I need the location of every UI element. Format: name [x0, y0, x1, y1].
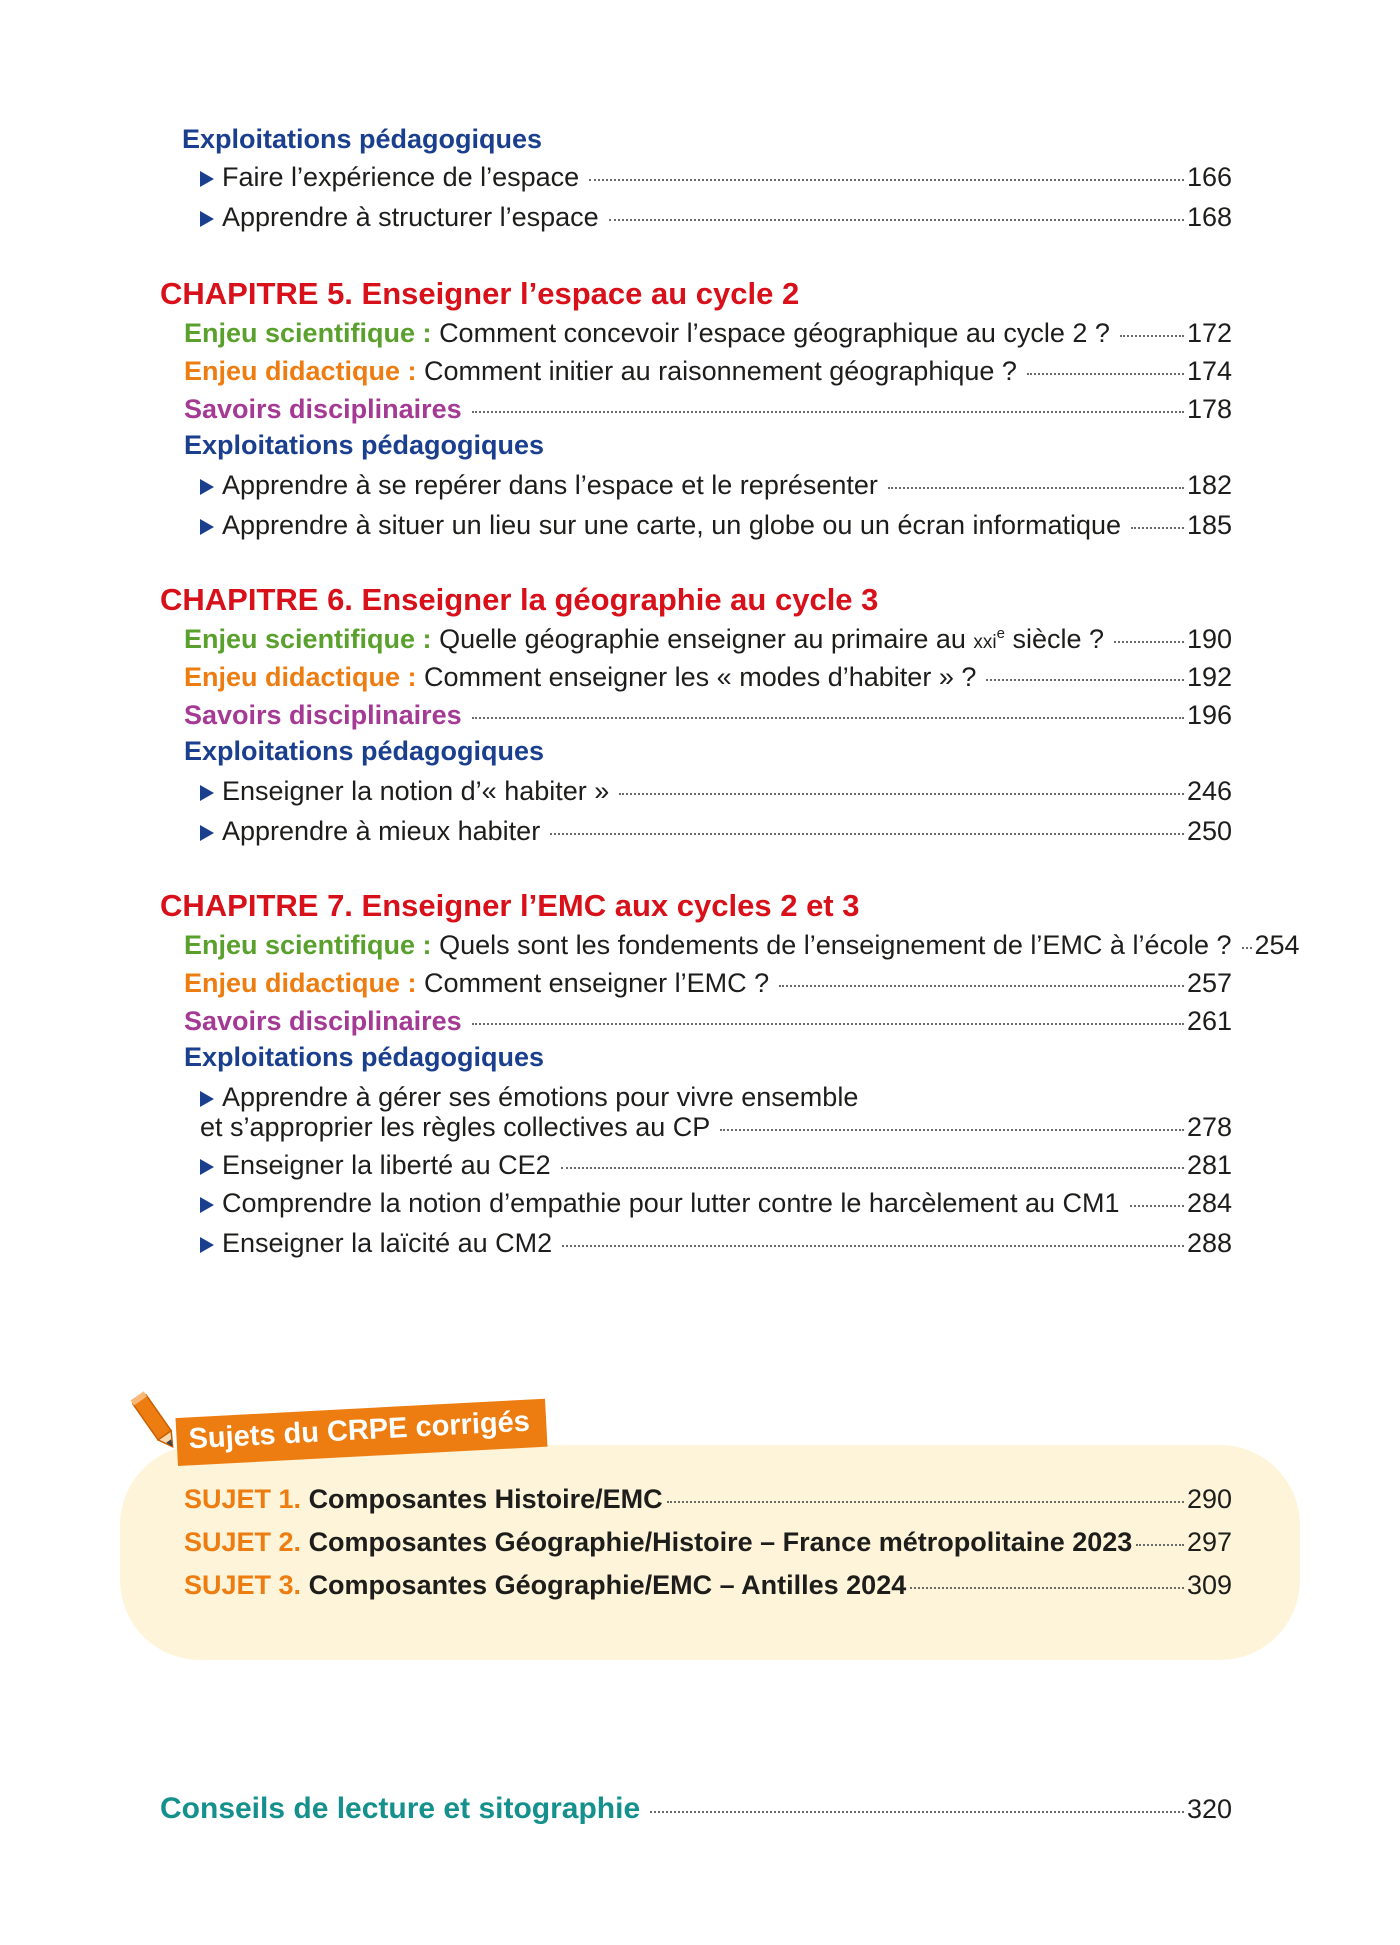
- enjeu-scientifique-label: Enjeu scientifique :: [184, 318, 432, 348]
- triangle-bullet-icon: [200, 519, 214, 535]
- dot-leader: [667, 1501, 1184, 1503]
- sujet-title: Composantes Histoire/EMC: [308, 1484, 663, 1514]
- dot-leader: [1027, 373, 1184, 375]
- toc-entry[interactable]: [0, 930, 1300, 961]
- savoirs-label: Savoirs disciplinaires: [184, 394, 462, 424]
- triangle-bullet-icon: [200, 1091, 214, 1107]
- exploitations-heading: Exploitations pédagogiques: [184, 1042, 545, 1072]
- toc-entry[interactable]: [0, 816, 1232, 847]
- dot-leader: [1120, 335, 1184, 337]
- conseils-entry[interactable]: [0, 1792, 1232, 1826]
- sujet-entry[interactable]: [0, 1570, 1232, 1601]
- enjeu-didactique-label: Enjeu didactique :: [184, 356, 417, 386]
- toc-entry[interactable]: [0, 1228, 1232, 1259]
- dot-leader: [1131, 527, 1184, 529]
- entry-title: Enseigner la notion d’« habiter »: [222, 776, 610, 806]
- dot-leader: [472, 1023, 1184, 1025]
- entry-title: Comment concevoir l’espace géographique au cycle 2 ?: [439, 318, 1110, 348]
- page-number: 246: [1186, 776, 1232, 806]
- page-number: 254: [1254, 930, 1300, 960]
- page-number: 196: [1186, 700, 1232, 730]
- entry-title: Quels sont les fondements de l’enseignement de l’EMC à l’école ?: [439, 930, 1232, 960]
- dot-leader: [561, 1167, 1184, 1169]
- toc-entry[interactable]: [0, 162, 1232, 193]
- page-number: 297: [1186, 1527, 1232, 1557]
- entry-title: Apprendre à gérer ses émotions pour vivre ensemble: [222, 1082, 859, 1112]
- page-number: 278: [1186, 1112, 1232, 1142]
- dot-leader: [779, 985, 1184, 987]
- toc-entry[interactable]: [0, 700, 1232, 731]
- dot-leader: [650, 1811, 1184, 1813]
- sujets-banner-text: Sujets du CRPE corrigés: [187, 1405, 531, 1456]
- sujet-title: Composantes Géographie/Histoire – France métropolitaine 2023: [308, 1527, 1133, 1557]
- sujet-label: SUJET 3.: [184, 1570, 302, 1600]
- dot-leader: [589, 179, 1184, 181]
- entry-title: Comment enseigner les « modes d’habiter » ?: [424, 662, 977, 692]
- toc-entry[interactable]: [0, 1150, 1232, 1181]
- triangle-bullet-icon: [200, 825, 214, 841]
- dot-leader: [720, 1129, 1184, 1131]
- toc-entry[interactable]: [0, 356, 1232, 387]
- page-number: 281: [1186, 1150, 1232, 1180]
- enjeu-scientifique-label: Enjeu scientifique :: [184, 624, 432, 654]
- toc-entry[interactable]: [0, 1006, 1232, 1037]
- enjeu-didactique-label: Enjeu didactique :: [184, 968, 417, 998]
- page-number: 192: [1186, 662, 1232, 692]
- toc-entry[interactable]: [0, 470, 1232, 501]
- entry-title: Enseigner la liberté au CE2: [222, 1150, 551, 1180]
- page-number: 172: [1186, 318, 1232, 348]
- exploitations-heading: Exploitations pédagogiques: [182, 124, 543, 154]
- dot-leader: [888, 487, 1184, 489]
- page-number: 250: [1186, 816, 1232, 846]
- toc-entry[interactable]: [0, 662, 1232, 693]
- toc-entry[interactable]: [0, 318, 1232, 349]
- dot-leader: [472, 717, 1184, 719]
- triangle-bullet-icon: [200, 1159, 214, 1175]
- entry-title: Apprendre à structurer l’espace: [222, 202, 599, 232]
- sujet-label: SUJET 2.: [184, 1527, 302, 1557]
- entry-title: Quelle géographie enseigner au primaire au xxi$^e$ siècle ?: [439, 624, 1105, 654]
- chapter-5-title[interactable]: CHAPITRE 5. Enseigner l’espace au cycle 2: [160, 276, 800, 311]
- entry-title: Comment initier au raisonnement géographique ?: [424, 356, 1017, 386]
- toc-entry-line1[interactable]: [0, 1082, 1232, 1113]
- savoirs-label: Savoirs disciplinaires: [184, 700, 462, 730]
- enjeu-scientifique-label: Enjeu scientifique :: [184, 930, 432, 960]
- page-number: 257: [1186, 968, 1232, 998]
- page-number: 290: [1186, 1484, 1232, 1514]
- entry-title-continued: et s’approprier les règles collectives au CP: [200, 1112, 711, 1142]
- entry-title: Comprendre la notion d’empathie pour lutter contre le harcèlement au CM1: [222, 1188, 1120, 1218]
- toc-entry[interactable]: [0, 1188, 1232, 1219]
- triangle-bullet-icon: [200, 211, 214, 227]
- page-number: 178: [1186, 394, 1232, 424]
- triangle-bullet-icon: [200, 785, 214, 801]
- triangle-bullet-icon: [200, 171, 214, 187]
- exploitations-heading: Exploitations pédagogiques: [184, 736, 545, 766]
- toc-entry[interactable]: [0, 394, 1232, 425]
- page-number: 185: [1186, 510, 1232, 540]
- dot-leader: [1130, 1205, 1184, 1207]
- sujet-entry[interactable]: [0, 1527, 1232, 1558]
- toc-entry[interactable]: [0, 1112, 1232, 1143]
- page-number: 166: [1186, 162, 1232, 192]
- dot-leader: [1136, 1544, 1184, 1546]
- savoirs-label: Savoirs disciplinaires: [184, 1006, 462, 1036]
- dot-leader: [472, 411, 1184, 413]
- dot-leader: [1242, 947, 1252, 949]
- toc-entry[interactable]: [0, 624, 1232, 655]
- conseils-title: Conseils de lecture et sitographie: [160, 1792, 641, 1825]
- page-number: 182: [1186, 470, 1232, 500]
- page-number: 261: [1186, 1006, 1232, 1036]
- entry-title: Apprendre à se repérer dans l’espace et le représenter: [222, 470, 878, 500]
- sujet-entry[interactable]: [0, 1484, 1232, 1515]
- toc-entry[interactable]: [0, 968, 1232, 999]
- page-number: 168: [1186, 202, 1232, 232]
- page-number: 320: [1186, 1794, 1232, 1824]
- dot-leader: [1114, 641, 1184, 643]
- dot-leader: [619, 793, 1184, 795]
- page-number: 288: [1186, 1228, 1232, 1258]
- sujet-title: Composantes Géographie/EMC – Antilles 2024: [308, 1570, 907, 1600]
- entry-title: Faire l’expérience de l’espace: [222, 162, 580, 192]
- entry-title: Apprendre à situer un lieu sur une carte, un globe ou un écran informatique: [222, 510, 1122, 540]
- triangle-bullet-icon: [200, 1197, 214, 1213]
- sujet-label: SUJET 1.: [184, 1484, 302, 1514]
- dot-leader: [609, 219, 1184, 221]
- dot-leader: [562, 1245, 1184, 1247]
- triangle-bullet-icon: [200, 1237, 214, 1253]
- triangle-bullet-icon: [200, 479, 214, 495]
- enjeu-didactique-label: Enjeu didactique :: [184, 662, 417, 692]
- page-number: 309: [1186, 1570, 1232, 1600]
- chapter-6-title[interactable]: CHAPITRE 6. Enseigner la géographie au cycle 3: [160, 582, 879, 617]
- toc-entry[interactable]: [0, 776, 1232, 807]
- dot-leader: [550, 833, 1184, 835]
- page-number: 190: [1186, 624, 1232, 654]
- toc-entry[interactable]: [0, 510, 1232, 541]
- toc-entry[interactable]: [0, 202, 1232, 233]
- entry-title: Apprendre à mieux habiter: [222, 816, 541, 846]
- dot-leader: [986, 679, 1184, 681]
- dot-leader: [910, 1587, 1184, 1589]
- exploitations-heading: Exploitations pédagogiques: [184, 430, 545, 460]
- chapter-7-title[interactable]: CHAPITRE 7. Enseigner l’EMC aux cycles 2 et 3: [160, 888, 860, 923]
- page-number: 174: [1186, 356, 1232, 386]
- page-number: 284: [1186, 1188, 1232, 1218]
- entry-title: Enseigner la laïcité au CM2: [222, 1228, 553, 1258]
- entry-title: Comment enseigner l’EMC ?: [424, 968, 770, 998]
